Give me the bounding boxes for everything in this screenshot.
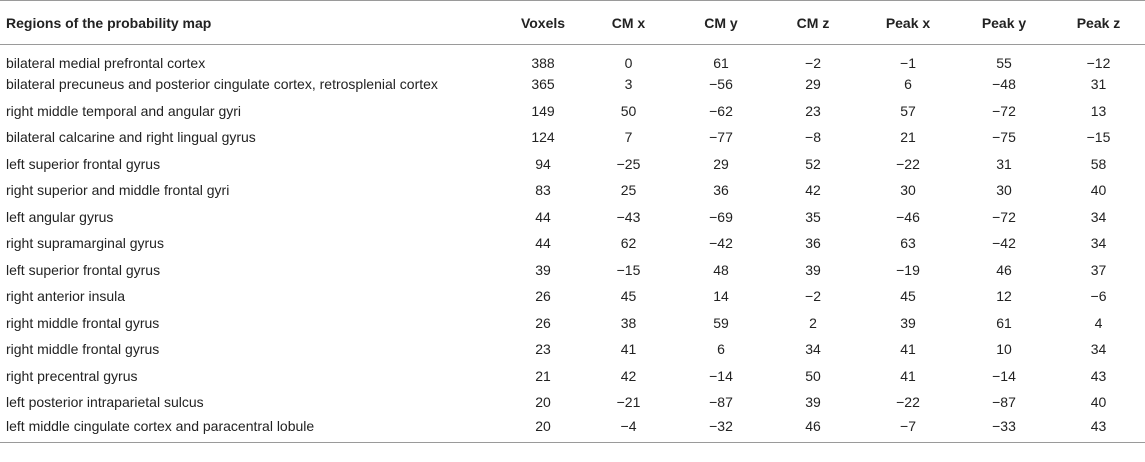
cell-voxels: 26	[535, 314, 551, 331]
cell-cm-z: 29	[805, 76, 821, 93]
cell-peak-y: 46	[996, 261, 1012, 278]
cell-peak-z: 58	[1090, 155, 1107, 172]
cell-voxels: 21	[535, 367, 551, 384]
cell-peak-z: 37	[1090, 261, 1107, 278]
cell-cm-y: −32	[676, 416, 766, 443]
cell-cm-y: 61	[713, 55, 729, 71]
cell-voxels: 44	[535, 235, 551, 252]
cell-peak-y: −14	[992, 367, 1016, 384]
cell-peak-x: 45	[900, 288, 916, 305]
cell-cm-y: 6	[717, 341, 725, 358]
cell-region: bilateral calcarine and right lingual gyrus	[6, 129, 256, 146]
cell-peak-y: −75	[992, 129, 1016, 146]
cell-cm-z: 34	[805, 341, 821, 358]
cell-peak-x: 63	[900, 235, 916, 252]
header-cm-x: CM x	[581, 1, 676, 45]
cell-peak-x: −46	[896, 208, 920, 225]
cell-cm-z: 50	[805, 367, 821, 384]
table-row	[0, 416, 1145, 443]
cell-voxels: 149	[531, 102, 555, 119]
cell-cm-x: 45	[620, 288, 637, 305]
cell-cm-y: 59	[713, 314, 729, 331]
cell-cm-z: 39	[805, 394, 821, 411]
cell-region: right middle frontal gyrus	[6, 341, 160, 358]
cell-peak-x: 57	[900, 102, 916, 119]
cell-peak-z: 40	[1090, 182, 1107, 199]
cell-region: left superior frontal gyrus	[6, 155, 161, 172]
cell-peak-y: −48	[992, 76, 1016, 93]
cell-cm-z: 23	[805, 102, 821, 119]
cell-cm-x: 41	[620, 341, 637, 358]
cell-peak-z: −12	[1086, 55, 1111, 71]
cell-peak-x: 41	[900, 341, 916, 358]
cell-cm-z: −8	[805, 129, 821, 146]
header-peak-z: Peak z	[1052, 1, 1145, 45]
cell-peak-y: 10	[996, 341, 1012, 358]
cell-peak-x: 41	[900, 367, 916, 384]
cell-cm-y: 36	[713, 182, 729, 199]
cell-cm-x: 42	[620, 367, 637, 384]
cell-peak-z: −15	[1086, 129, 1111, 146]
cell-peak-y: −33	[956, 416, 1052, 443]
cell-region: left posterior intraparietal sulcus	[6, 394, 204, 411]
cell-cm-x: 50	[620, 102, 637, 119]
table-row	[0, 98, 1145, 125]
cell-peak-z: 4	[1094, 314, 1103, 331]
cell-cm-x: 25	[620, 182, 637, 199]
cell-cm-y: 48	[713, 261, 729, 278]
cell-cm-z: 2	[809, 314, 817, 331]
header-regions: Regions of the probability map	[0, 1, 505, 45]
table-row	[0, 363, 1145, 390]
cell-cm-y: −14	[709, 367, 733, 384]
cell-region: left middle cingulate cortex and paracentral lobule	[0, 416, 505, 443]
cell-peak-y: 61	[996, 314, 1012, 331]
cell-cm-x: −43	[616, 208, 641, 225]
table-row	[0, 336, 1145, 363]
cell-cm-y: −69	[709, 208, 733, 225]
cell-region: right middle temporal and angular gyri	[6, 102, 242, 119]
table-row	[0, 71, 1145, 98]
cell-cm-x: −4	[581, 416, 676, 443]
cell-cm-y: −87	[709, 394, 733, 411]
table-row	[0, 177, 1145, 204]
cell-cm-x: −21	[616, 394, 641, 411]
cell-peak-z: −6	[1090, 288, 1107, 305]
cell-cm-y: −42	[709, 235, 733, 252]
cell-peak-z: 31	[1090, 76, 1107, 93]
header-voxels: Voxels	[505, 1, 581, 45]
table-row	[0, 124, 1145, 151]
cell-peak-y: −87	[992, 394, 1016, 411]
cell-cm-z: −2	[805, 55, 821, 71]
table-row	[0, 389, 1145, 416]
header-cm-y: CM y	[676, 1, 766, 45]
cell-region: right supramarginal gyrus	[6, 235, 164, 252]
cell-voxels: 94	[535, 155, 551, 172]
cell-peak-z: 34	[1090, 235, 1107, 252]
cell-peak-z: 43	[1090, 367, 1107, 384]
cell-peak-y: 55	[996, 55, 1012, 71]
cell-peak-x: −22	[896, 155, 920, 172]
cell-voxels: 44	[535, 208, 551, 225]
cell-peak-x: −22	[896, 394, 920, 411]
cell-voxels: 365	[531, 76, 555, 93]
cell-region: right superior and middle frontal gyri	[6, 182, 230, 199]
cell-cm-x: 3	[624, 76, 633, 93]
cell-peak-x: 30	[900, 182, 916, 199]
cell-peak-y: 30	[996, 182, 1012, 199]
cell-peak-z: 34	[1090, 208, 1107, 225]
cell-voxels: 20	[535, 394, 551, 411]
cell-cm-y: 29	[713, 155, 729, 172]
cell-peak-y: −72	[992, 208, 1016, 225]
cell-peak-z: 43	[1052, 416, 1145, 443]
table-header-row	[0, 1, 1145, 45]
cell-peak-z: 13	[1090, 102, 1107, 119]
cell-cm-z: 39	[805, 261, 821, 278]
cell-peak-x: −7	[860, 416, 956, 443]
cell-voxels: 124	[531, 129, 555, 146]
cell-peak-x: 21	[900, 129, 916, 146]
cell-peak-y: 12	[996, 288, 1012, 305]
cell-cm-x: −15	[616, 261, 641, 278]
cell-peak-x: −1	[900, 55, 916, 71]
table-row	[0, 230, 1145, 257]
header-cm-z: CM z	[766, 1, 860, 45]
cell-cm-z: −2	[805, 288, 821, 305]
cell-peak-y: −42	[992, 235, 1016, 252]
cell-voxels: 20	[505, 416, 581, 443]
table-row	[0, 257, 1145, 284]
cell-cm-y: 14	[713, 288, 729, 305]
cell-voxels: 83	[535, 182, 551, 199]
table-row	[0, 283, 1145, 310]
cell-region: right precentral gyrus	[6, 367, 138, 384]
cell-region: bilateral precuneus and posterior cingulate cortex, retrosplenial cortex	[6, 76, 438, 93]
cell-region: right anterior insula	[6, 288, 126, 305]
cell-peak-y: 31	[996, 155, 1012, 172]
table-row	[0, 204, 1145, 231]
cell-cm-x: 0	[624, 55, 633, 71]
table-row	[0, 151, 1145, 178]
cell-cm-z: 42	[805, 182, 821, 199]
cell-cm-x: 62	[620, 235, 637, 252]
cell-cm-y: −56	[709, 76, 733, 93]
cell-cm-y: −62	[709, 102, 733, 119]
cell-peak-x: 6	[904, 76, 912, 93]
cell-peak-x: 39	[900, 314, 916, 331]
cell-cm-x: 7	[624, 129, 633, 146]
cell-peak-z: 40	[1090, 394, 1107, 411]
cell-voxels: 39	[535, 261, 551, 278]
cell-region: left superior frontal gyrus	[6, 261, 161, 278]
cell-peak-x: −19	[896, 261, 920, 278]
table-row	[0, 310, 1145, 337]
cell-cm-z: 35	[805, 208, 821, 225]
cell-peak-y: −72	[992, 102, 1016, 119]
cell-cm-z: 36	[805, 235, 821, 252]
cell-region: bilateral medial prefrontal cortex	[6, 55, 206, 71]
cell-cm-x: 38	[620, 314, 637, 331]
cell-cm-z: 46	[766, 416, 860, 443]
header-peak-x: Peak x	[860, 1, 956, 45]
cell-voxels: 23	[535, 341, 551, 358]
cell-cm-y: −77	[709, 129, 733, 146]
header-peak-y: Peak y	[956, 1, 1052, 45]
table-row	[0, 45, 1145, 72]
cell-voxels: 388	[531, 55, 555, 71]
cell-region: left angular gyrus	[6, 208, 114, 225]
cell-cm-x: −25	[616, 155, 641, 172]
cell-peak-z: 34	[1090, 341, 1107, 358]
cell-region: right middle frontal gyrus	[6, 314, 160, 331]
cell-cm-z: 52	[805, 155, 821, 172]
cell-voxels: 26	[535, 288, 551, 305]
